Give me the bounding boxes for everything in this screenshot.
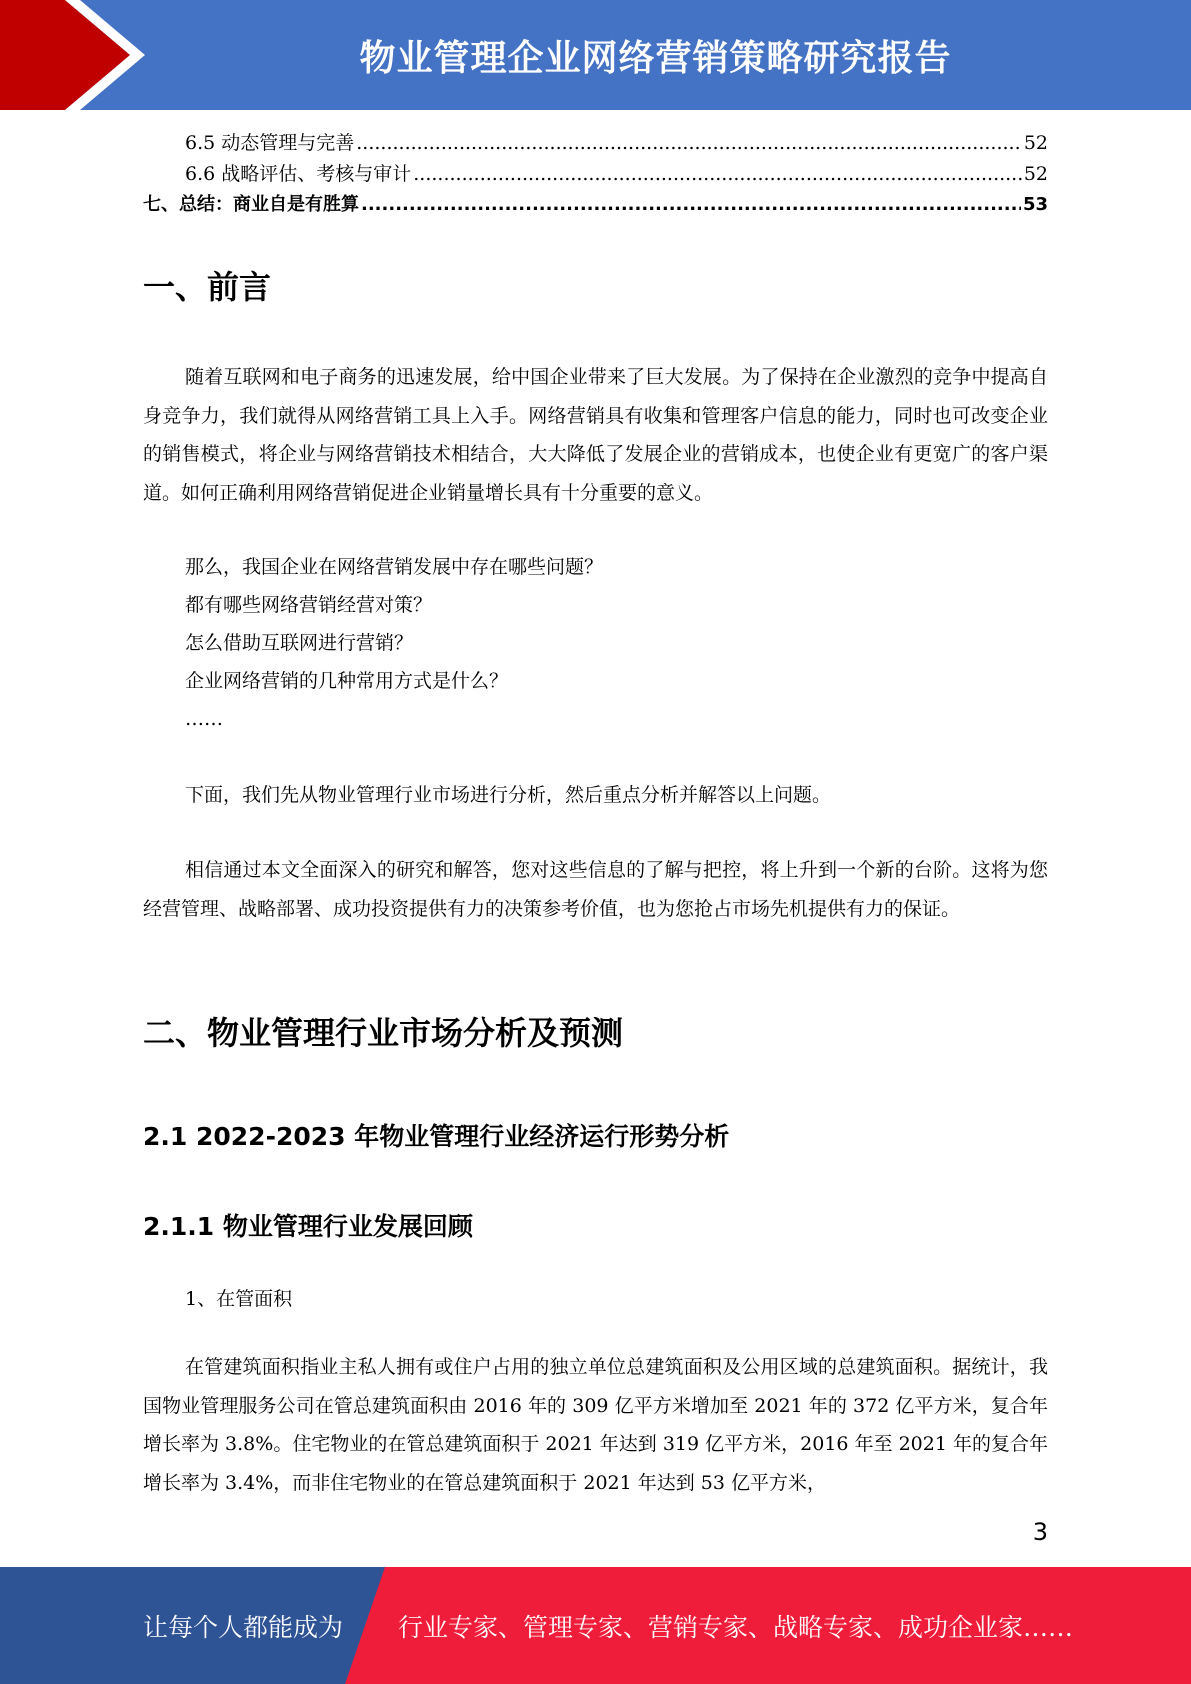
subsection-heading-2-1-1: 2.1.1 物业管理行业发展回顾	[143, 1212, 473, 1241]
question-item: 怎么借助互联网进行营销？	[185, 632, 414, 654]
toc-item-label: 6.5 动态管理与完善	[185, 132, 355, 154]
toc-item-page: 52	[1023, 132, 1048, 154]
toc-item-label: 七、总结：商业自是有胜算	[143, 194, 359, 215]
toc-item[interactable]	[143, 159, 1048, 190]
toc-item-page: 52	[1023, 163, 1048, 185]
toc-leader-dots	[361, 194, 1021, 215]
question-item: ……	[185, 708, 223, 730]
footer-slogan-right: 行业专家、管理专家、营销专家、战略专家、成功企业家……	[398, 1612, 1074, 1642]
toc-leader-dots	[356, 132, 1022, 154]
toc-item[interactable]	[143, 190, 1048, 221]
report-title: 物业管理企业网络营销策略研究报告	[359, 37, 952, 79]
page-number: 3	[1032, 1518, 1048, 1546]
subsection-heading-2-1: 2.1 2022-2023 年物业管理行业经济运行形势分析	[143, 1122, 730, 1151]
footer-slogan-left: 让每个人都能成为	[143, 1612, 344, 1642]
intro-paragraph: 下面，我们先从物业管理行业市场进行分析，然后重点分析并解答以上问题。	[185, 784, 832, 806]
question-item: 那么，我国企业在网络营销发展中存在哪些问题？	[185, 556, 604, 578]
question-item: 都有哪些网络营销经营对策？	[185, 594, 433, 616]
item-heading-managed-area: 1、在管面积	[185, 1288, 293, 1310]
table-of-contents	[143, 128, 1048, 221]
section-heading-preface: 一、前言	[143, 268, 272, 306]
managed-area-paragraph: 在管建筑面积指业主私人拥有或住户占用的独立单位总建筑面积及公用区域的总建筑面积。据统计，我国物业管理服务公司在管总建筑面积由 2016 年的 309 亿平方米增加至 2021 年的 372 亿平方米，复合年增长率为 3.8%。住宅物业的在管总建筑面积于 2021 年达到 319 亿平方米，2016 年至 2021 年的复合年增长率为 3.4%，而非住宅物业的在管总建筑面积于 2021 年达到 53 亿平方米，	[143, 1356, 1048, 1494]
preface-paragraph: 随着互联网和电子商务的迅速发展，给中国企业带来了巨大发展。为了保持在企业激烈的竞争中提高自身竞争力，我们就得从网络营销工具上入手。网络营销具有收集和管理客户信息的能力，同时也可改变企业的销售模式，将企业与网络营销技术相结合，大大降低了发展企业的营销成本，也使企业有更宽广的客户渠道。如何正确利用网络营销促进企业销量增长具有十分重要的意义。	[143, 366, 1048, 504]
page-footer	[0, 1567, 1191, 1684]
header-arrow-decoration	[0, 0, 160, 110]
toc-item-label: 6.6 战略评估、考核与审计	[185, 163, 412, 185]
value-paragraph: 相信通过本文全面深入的研究和解答，您对这些信息的了解与把控，将上升到一个新的台阶。这将为您经营管理、战略部署、成功投资提供有力的决策参考价值，也为您抢占市场先机提供有力的保证。	[143, 859, 1048, 920]
page-header	[0, 0, 1191, 110]
toc-leader-dots	[413, 163, 1022, 185]
question-list	[185, 548, 603, 738]
toc-item-page: 53	[1022, 194, 1048, 215]
question-item: 企业网络营销的几种常用方式是什么？	[185, 670, 509, 692]
toc-item[interactable]	[143, 128, 1048, 159]
section-heading-market-analysis: 二、物业管理行业市场分析及预测	[143, 1014, 624, 1052]
